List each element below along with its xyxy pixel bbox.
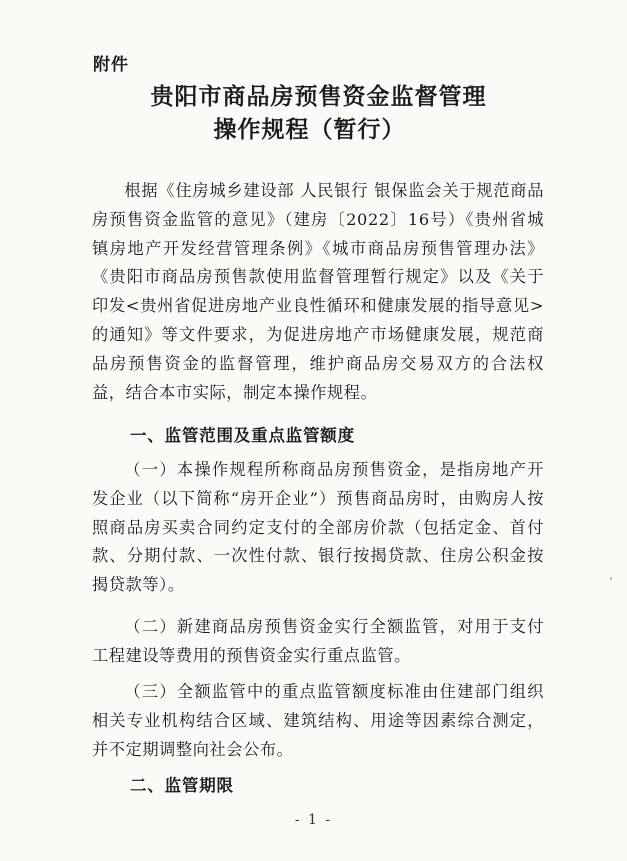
document-title-line1: 贵阳市商品房预售资金监督管理: [150, 83, 487, 110]
section1-item-2: （二）新建商品房预售资金实行全额监管，对用于支付工程建设等费用的预售资金实行重点监管。: [92, 617, 544, 665]
document-title-line2: 操作规程（暂行）: [213, 116, 406, 143]
section1-item-3: （三）全额监管中的重点监管额度标准由住建部门组织相关专业机构结合区域、建筑结构、用途等因素综合测定，并不定期调整向社会公布。: [92, 682, 544, 759]
section1-heading: 一、监管范围及重点监管额度: [130, 426, 355, 445]
attachment-label: 附件: [93, 55, 129, 75]
scan-speck: [610, 577, 612, 580]
intro-paragraph: 根据《住房城乡建设部 人民银行 银保监会关于规范商品房预售资金监管的意见》（建房〔2022〕16号）《贵州省城镇房地产开发经营管理条例》《城市商品房预售管理办法》《贵阳市商品房预售款使用监督管理暂行规定》以及《关于印发<贵州省促进房地产业良性循环和健康发展的指导意见>的通知》等文件要求，为促进房地产市场健康发展，规范商品房预售资金的监督管理，维护商品房交易双方的合法权益，结合本市实际，制定本操作规程。: [92, 181, 544, 402]
section2-heading: 二、监管期限: [130, 776, 234, 795]
page-number: - 1 -: [294, 812, 333, 828]
section1-item-1: （一）本操作规程所称商品房预售资金，是指房地产开发企业（以下简称“房开企业”）预售商品房时，由购房人按照商品房买卖合同约定支付的全部房价款（包括定金、首付款、分期付款、一次性付款、银行按揭贷款、住房公积金按揭贷款等）。: [92, 460, 544, 595]
